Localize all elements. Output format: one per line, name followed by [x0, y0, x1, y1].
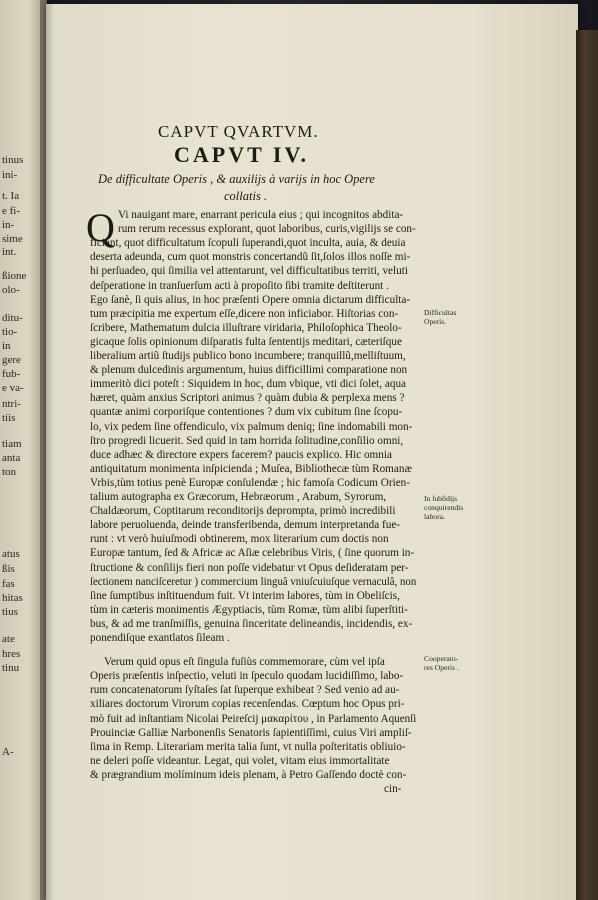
body-line: Ego ſanè, ſi quis alius, in hoc præſenti Opere omnia dictarum difficulta-: [90, 293, 411, 306]
left-page-fragment: ditu-: [2, 312, 23, 324]
margin-note-line: Cooperato-: [424, 654, 459, 663]
left-page-fragment: hitas: [2, 592, 23, 604]
body-line: ſine ſumptibus inſtituendum fuit. Vt interim labores, tùm in Obeliſcis,: [90, 589, 400, 602]
left-page-fragment: t. Ia: [2, 190, 20, 202]
body-line: immeritò dici poteſt : Siquidem in hoc, dum vbique, vti dici ſolet, aqua: [90, 378, 406, 391]
body-line: ſectionem nanciſceretur ) commercium linguâ vniuſcuiuſque vernaculâ, non: [90, 575, 417, 588]
body-line: ponendiſque exantlatos ſileam .: [90, 632, 230, 644]
margin-note-cooperatores: [424, 654, 459, 672]
body-line: & plenum dulcedinis argumentum, huius difficillimi comparatione non: [90, 364, 408, 377]
left-page-fragment: in: [2, 340, 11, 352]
left-page-fragment: A-: [2, 746, 14, 758]
left-page-fragment: fub-: [2, 368, 21, 380]
margin-note-line: Operis.: [424, 317, 447, 326]
left-page-fragment: in-: [2, 219, 15, 231]
drop-cap-initial: Q: [86, 205, 115, 250]
left-page-fragment: tiam: [2, 438, 22, 450]
body-line: rum concatenatorum ſyſtaſes ſat ſuperque exhibeat ? Sed venio ad au-: [90, 684, 400, 697]
body-line: deserta adeunda, cum quot monstris concertandũ ſit,ſolos illos noſſe mi-: [90, 251, 411, 264]
body-line: Europæ tantum, ſed & Africæ ac Aſiæ celebribus Viris, ( ſine quorum in-: [90, 547, 415, 560]
left-page-fragment: olo-: [2, 284, 20, 296]
left-page-fragment: e fi-: [2, 205, 21, 217]
left-page-fragment: atus: [2, 548, 20, 560]
left-page-fragment: int.: [2, 246, 17, 258]
body-line: ne deleri poſſe videantur. Legat, qui volet, vitam eius immortalitate: [90, 754, 390, 767]
left-page-fragment: e va-: [2, 382, 24, 394]
body-line: Vrbis,tùm totius penè Europæ conſulendæ ; hic famoſa Codicum Orien-: [90, 476, 410, 489]
body-line: xiliares doctorum Virorum copias recenſendas. Cœptum hoc Opus pri-: [90, 698, 405, 711]
book-cover-edge: [576, 30, 598, 900]
left-page-fragment: ini-: [2, 169, 18, 181]
left-page-fragment: anta: [2, 452, 21, 464]
left-page-fragment: ate: [2, 633, 15, 645]
body-line: bus, & ad me tranſmiſſis, genuina ſinceritate delineandis, incidendis, ex-: [90, 617, 413, 630]
body-line: gicaque ſolis opinionum diſparatis fulta ſententijs meditari, cæteriſque: [90, 335, 402, 348]
body-line: deſperatione in tranſuerſum acti à propoſito ſibi tramite deſtiterunt .: [90, 279, 389, 292]
body-line: antiquitatum monimenta inſpicienda ; Muſea, Bibliothecæ tùm Romanæ: [90, 462, 412, 475]
body-line: ficiant, quot difficultatum ſcopuli ſuperandi,quot inculta, auia, & deuia: [90, 237, 406, 250]
body-line: liberalium artiũ ſtudijs publico bono incumbere; tranquillũ,melliſtuum,: [90, 350, 406, 362]
body-line: ſima in Remp. Literariam merita talia ſunt, vt nulla poſteritatis obliuio-: [90, 740, 406, 753]
left-page-fragment: ntri-: [2, 398, 21, 410]
left-page-fragment: ßis: [2, 563, 15, 575]
margin-note-difficultas: [424, 308, 456, 326]
body-line: & prægrandium molíminum ideis plenam, à Petro Gaſſendo doctè con-: [90, 768, 407, 781]
margin-note-subsidijs: [424, 494, 463, 521]
left-page-fragment: tio-: [2, 326, 18, 338]
margin-note-line: labora.: [424, 512, 445, 521]
body-line: tum præcipitia me expertum eſſe,dicere non inficiabor. Hiſtorias con-: [90, 307, 399, 320]
body-line: talium autographa ex Græcorum, Hebræorum , Arabum, Syrorum,: [90, 491, 387, 503]
left-page-fragment: hres: [2, 648, 21, 660]
body-line: ſtro progredi licuerit. Sed quid in tam horrida ſolitudine,conſilio omni,: [90, 434, 404, 447]
body-line: rum rerum recessus explorant, quot laboribus, curis,vigilijs se con-: [118, 223, 416, 236]
left-page-fragment: tius: [2, 606, 18, 618]
margin-note-line: res Operis .: [424, 663, 459, 672]
body-line: lo, vix pedem ſine offendiculo, vix palmum deniq; ſine indomabili mon-: [90, 420, 413, 433]
body-line: runt : vt verò huiuſmodi obtinerem, mox literarium cum doctis non: [90, 533, 389, 546]
body-line: hæret, quàm anxius Scriptori animus ? quàm dubia & perplexa mens ?: [90, 392, 405, 405]
left-page-fragment: tinus: [2, 154, 24, 166]
left-page-fragment: tiis: [2, 412, 16, 424]
left-page-fragment: tinu: [2, 662, 20, 674]
left-page-fragment: ton: [2, 466, 17, 478]
left-page-fragment: ßione: [2, 270, 27, 282]
chapter-heading-ordinal: CAPVT QVARTVM.: [158, 122, 319, 141]
margin-note-line: In ſubſidijs: [424, 494, 458, 503]
left-page-fragment: sime: [2, 233, 23, 245]
chapter-subtitle: De difficultate Operis , & auxilijs à varijs in hoc Opere: [98, 172, 375, 186]
chapter-heading-number: CAPVT IV.: [174, 142, 309, 167]
margin-note-line: Difficultas: [424, 308, 457, 317]
body-line: ſcribere, Mathematum dulcia illuſtrare viridaria, Philoſophica Theolo-: [90, 321, 402, 334]
left-page-fragment: fas: [2, 578, 15, 590]
body-line: mò fuit ad inſtantiam Nicolai Peireſcij μακαρίτου , in Parlamento Aquenſi: [90, 712, 417, 725]
body-line: ſtructione & conſilijs fieri non poſſe videbatur vt Opus deſideratam per-: [90, 561, 409, 574]
margin-note-line: conquirendis: [424, 503, 464, 512]
body-line: cin-: [384, 783, 402, 795]
body-line: quantæ animi corporiſque contentiones ? dum vix cubitum ſine ſcopu-: [90, 406, 403, 419]
spine-shadow: [40, 0, 54, 900]
body-line: Vi nauigant mare, enarrant pericula eius ; qui incognitos abdita-: [118, 209, 404, 221]
body-line: duce adhæc & directore expers facerem? paucis explico. Hic omnia: [90, 448, 392, 461]
body-line: hi perſuadeo, qui ſimilia vel attentarunt, vel difficultatibus territi, veluti: [90, 265, 408, 278]
left-page-fragment: gere: [2, 354, 21, 366]
body-line: tùm in cæteris monimentis Ægyptiacis, tùm Romæ, tùm alibi ſuperſtiti-: [90, 603, 408, 616]
body-line: labore peruoluenda, deinde transferibenda, demum interpretanda fue-: [90, 519, 401, 532]
body-line: Prouinciæ Galliæ Narbonenſis Senatoris ſapientiſſimi, cuius Viri ampliſ-: [90, 726, 412, 739]
body-line: Operis præſentis inſpectio, veluti in ſpeculo quodam lucidiſſimo, labo-: [90, 670, 404, 683]
chapter-subtitle-continued: collatis .: [224, 189, 268, 203]
body-line: Chaldæorum, Coptitarum reconditorijs deprompta, primò incredibili: [90, 505, 396, 518]
body-line: Verum quid opus eſt ſingula fuſiùs commemorare, cùm vel ipſa: [104, 656, 385, 669]
